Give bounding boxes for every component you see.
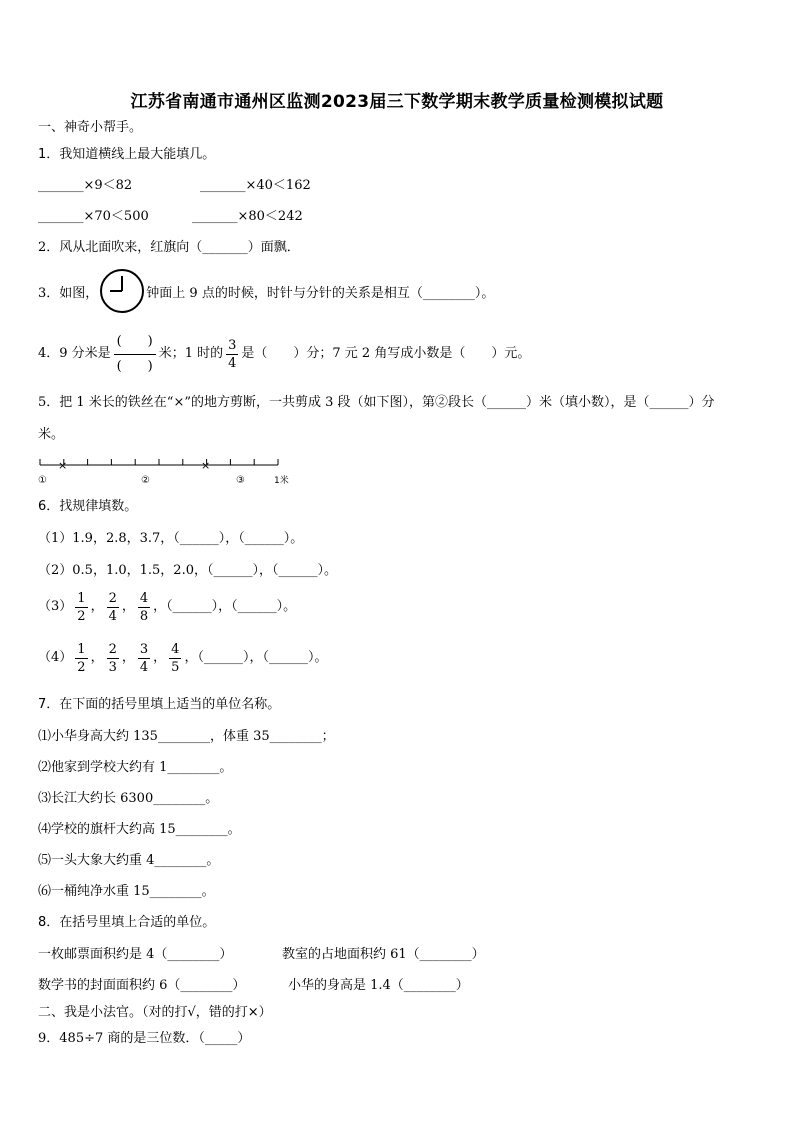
ruler-label-1: ①	[38, 475, 47, 486]
fraction: $\frac{1}{2}$	[77, 590, 86, 624]
fraction-denominator: ( )	[116, 358, 153, 374]
question-3-suffix: 钟面上 9 点的时候，时针与分针的关系是相互（________）。	[146, 286, 495, 301]
question-6-sequence-2: （2）0.5，1.0，1.5，2.0，（______），（______）。	[38, 563, 337, 578]
question-4-part-a: 4．9 分米是	[38, 346, 111, 361]
question-5-line-2: 米。	[38, 427, 65, 442]
question-1-a: _______×9＜82	[38, 178, 133, 193]
fraction-three-quarters	[226, 339, 238, 370]
question-1-heading: 1．我知道横线上最大能填几。	[38, 147, 216, 162]
fraction-denominator: 4	[228, 355, 237, 371]
question-7-item: ⑶长江大约长 6300________。	[38, 791, 219, 806]
question-7-item: ⑵他家到学校大约有 1________。	[38, 760, 233, 775]
fraction: $\frac{4}{5}$	[171, 641, 180, 675]
question-8-b: 教室的占地面积约 61（________）	[282, 947, 485, 962]
fraction: $\frac{4}{8}$	[139, 590, 149, 624]
fraction: $\frac{1}{2}$	[77, 641, 86, 675]
paren-fraction	[114, 333, 156, 376]
question-6-sequence-1: （1）1.9，2.8，3.7，（______），（______）。	[38, 531, 304, 546]
question-2: 2．风从北面吹来，红旗向（_______）面飘．	[38, 240, 300, 255]
question-7-item: ⑹一桶纯净水重 15________。	[38, 884, 215, 899]
ruler-label-3: ③	[236, 475, 245, 486]
fraction: $\frac{2}{3}$	[108, 641, 117, 675]
question-4-part-c: 是（ ）分；7 元 2 角写成小数是（ ）元。	[241, 346, 531, 361]
sequence-4-prefix: （4）	[38, 650, 73, 665]
sequence-3-suffix: ，（______），（______）。	[153, 599, 297, 614]
question-8-heading: 8．在括号里填上合适的单位。	[38, 915, 216, 930]
fraction-numerator: 3	[228, 337, 237, 353]
question-7-item: ⑷学校的旗杆大约高 15________。	[38, 822, 241, 837]
question-4-part-b: 米；1 时的	[158, 346, 224, 361]
question-8-c: 数学书的封面面积约 6（________）	[38, 978, 246, 993]
question-3	[38, 272, 494, 316]
question-9: 9．485÷7 商的是三位数．（_____）	[38, 1031, 251, 1046]
section-1-heading: 一、神奇小帮手。	[38, 120, 143, 135]
question-8-d: 小华的身高是 1.4（________）	[288, 978, 469, 993]
ruler-label-2: ②	[141, 475, 150, 486]
sequence-4-suffix: ，（______），（______）。	[184, 650, 328, 665]
wire-ruler-diagram	[38, 455, 298, 491]
fraction: $\frac{3}{4}$	[139, 641, 149, 675]
question-8-a: 一枚邮票面积约是 4（________）	[38, 947, 233, 962]
clock-icon	[98, 269, 146, 319]
question-6-heading: 6．找规律填数。	[38, 499, 138, 514]
question-7-heading: 7．在下面的括号里填上适当的单位名称。	[38, 697, 281, 712]
question-7-item: ⑴小华身高大约 135________，体重 35________；	[38, 729, 335, 744]
question-3-prefix: 3．如图，	[38, 286, 99, 301]
question-1-b: _______×40＜162	[200, 178, 311, 193]
page-title: 江苏省南通市通州区监测2023届三下数学期末教学质量检测模拟试题	[130, 92, 664, 112]
fraction: $\frac{2}{4}$	[108, 590, 117, 624]
question-1-c: _______×70＜500	[38, 209, 149, 224]
section-2-heading: 二、我是小法官。（对的打√，错的打×）	[38, 1005, 272, 1020]
cut-mark-2: ×	[201, 459, 211, 472]
question-4	[38, 332, 530, 376]
question-6-sequence-3: （3） $\frac{1}{2}$ ， $\frac{2}{4}$ ， $\frac{4}{8}$ ，（______），（______）。	[38, 590, 297, 624]
question-5-line-1: 5．把 1 米长的铁丝在“×”的地方剪断，一共剪成 3 段（如下图），第②段长（______）米（填小数），是（______）分	[38, 395, 715, 410]
question-7-item: ⑸一头大象大约重 4________。	[38, 853, 220, 868]
cut-mark-1: ×	[58, 459, 68, 472]
ruler-label-end: 1米	[274, 476, 289, 486]
question-6-sequence-4: （4） $\frac{1}{2}$ ， $\frac{2}{3}$ ， $\frac{3}{4}$ ， $\frac{4}{5}$ ，（______），（______）。	[38, 641, 328, 675]
sequence-3-prefix: （3）	[38, 599, 73, 614]
fraction-numerator: ( )	[116, 333, 153, 349]
question-1-d: _______×80＜242	[192, 209, 303, 224]
